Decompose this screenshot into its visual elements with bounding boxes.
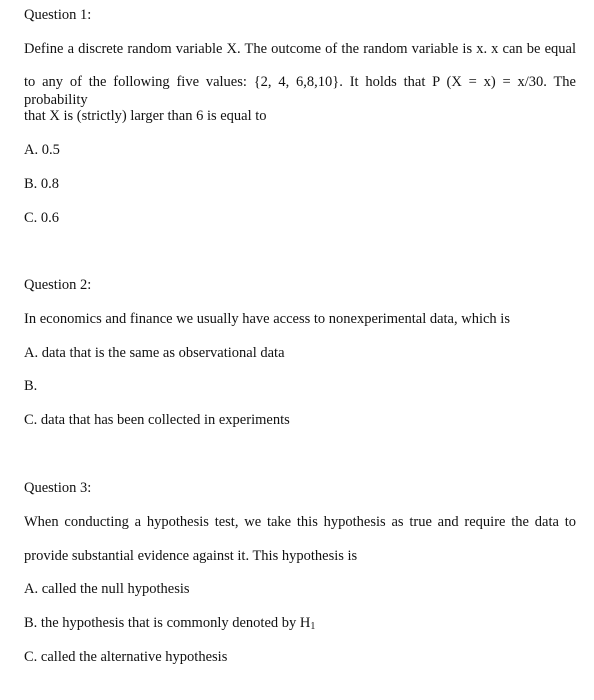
question-2-option-b: B. [24, 378, 38, 394]
question-1-text-line-3: that X is (strictly) larger than 6 is equal to [24, 108, 267, 124]
question-1-option-b: B. 0.8 [24, 176, 60, 192]
question-3-text-line-1: When conducting a hypothesis test, we take this hypothesis as true and require the data to [24, 514, 576, 530]
question-3-option-a: A. called the null hypothesis [24, 581, 190, 597]
question-2-option-c: C. data that has been collected in experiments [24, 412, 290, 428]
question-1-text-line-2: to any of the following five values: {2, 4, 6,8,10}. It holds that P (X = x) = x/30. The probability [24, 74, 576, 108]
question-2-heading: Question 2: [24, 277, 92, 293]
question-3-text-line-2: provide substantial evidence against it. This hypothesis is [24, 548, 358, 564]
question-1-option-c: C. 0.6 [24, 210, 60, 226]
question-3-option-c: C. called the alternative hypothesis [24, 649, 228, 665]
question-1-option-a: A. 0.5 [24, 142, 60, 158]
question-2-text-line-1: In economics and finance we usually have access to nonexperimental data, which is [24, 311, 510, 327]
question-2-option-a: A. data that is the same as observational data [24, 345, 285, 361]
question-3-heading: Question 3: [24, 480, 92, 496]
question-3-option-b [24, 614, 315, 636]
question-3-option-b-text: B. the hypothesis that is commonly denoted by H [24, 615, 311, 631]
question-1-text-line-1: Define a discrete random variable X. The outcome of the random variable is x. x can be equal [24, 41, 576, 57]
question-3-option-b-subscript: 1 [310, 621, 316, 632]
question-1-heading: Question 1: [24, 7, 92, 23]
